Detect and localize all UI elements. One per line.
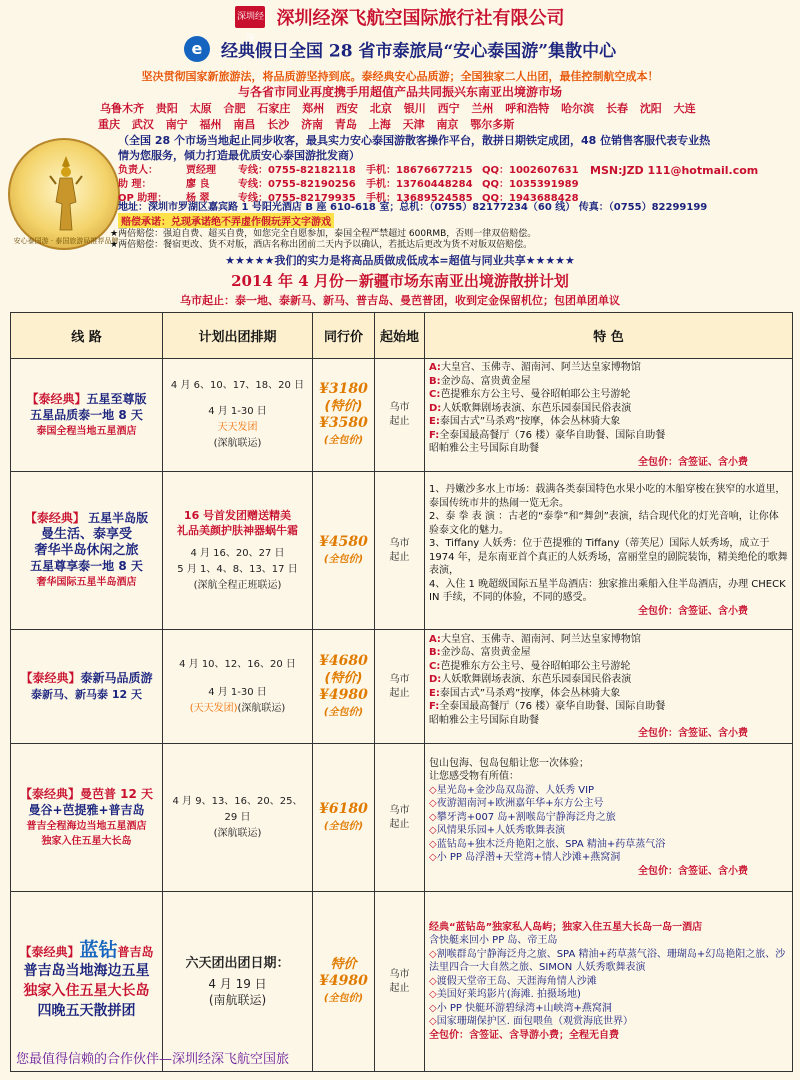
medal-emblem bbox=[8, 138, 120, 250]
feature-marker: ◇ bbox=[429, 1016, 437, 1028]
feature-item bbox=[429, 1015, 788, 1029]
tagline: 经典假日全国 28 省市泰旅局“安心泰国游”集散中心 bbox=[221, 41, 617, 62]
route-edition: 五星半岛版 bbox=[88, 511, 149, 525]
schedule-line: (深航联运) bbox=[237, 702, 286, 714]
col-price: 同行价 bbox=[313, 313, 375, 359]
schedule-line: 4 月 16、20、27 日 bbox=[190, 547, 285, 559]
feature-item bbox=[429, 483, 788, 510]
price-cell bbox=[313, 472, 375, 630]
route-name: 普吉岛当地海边五星 bbox=[23, 962, 150, 979]
city-name: 南宁 bbox=[165, 118, 200, 131]
feature-text: 2、泰 拳 表 演 ：古老的“泰拳”和“舞剑”表演，结合现代化的灯光音响，让你体验泰文化的魅力。 bbox=[429, 511, 779, 536]
contact-qq: QQ：1002607631 bbox=[482, 165, 579, 176]
notice-line: 坚决贯彻国家新旅游法，将品质游坚持到底。泰经典安心品质游；全国独家二人出团，最佳控制航空成本！ bbox=[141, 70, 659, 83]
route-brand: 【泰经典】 bbox=[19, 786, 80, 801]
feature-item bbox=[429, 824, 788, 838]
feature-marker: ◇ bbox=[429, 948, 437, 960]
route-edition: 泰新马品质游 bbox=[80, 670, 153, 685]
tagline-header bbox=[0, 36, 800, 64]
feature-item bbox=[429, 633, 788, 647]
feature-item bbox=[429, 1002, 788, 1016]
departure-cell bbox=[375, 744, 425, 892]
feature-marker: D: bbox=[429, 674, 442, 685]
city-name: 北京 bbox=[369, 102, 404, 115]
col-departure: 起始地 bbox=[375, 313, 425, 359]
feature-marker: C: bbox=[429, 660, 441, 672]
route-brand: 【泰经典】 bbox=[19, 944, 80, 959]
city-name: 重庆 bbox=[98, 118, 132, 131]
tour-plan-table bbox=[10, 312, 793, 1072]
feature-marker: ◇ bbox=[429, 825, 437, 837]
feature-item bbox=[429, 838, 788, 852]
plan-title: 2014 年 4 月份－新疆市场东南亚出境游散拼计划 bbox=[231, 272, 569, 290]
feature-text: 攀牙湾+007 岛+割喉岛宁静海泛舟之旅 bbox=[436, 811, 616, 823]
contact-role: OP 助理： bbox=[118, 193, 168, 204]
price-value: ¥4980 bbox=[319, 686, 368, 703]
price-note: (全包价) bbox=[323, 706, 364, 718]
feature-item bbox=[429, 797, 788, 811]
feature-text: 小 PP 快艇环游碧绿湾+山峡湾+燕窝洞 bbox=[436, 1002, 612, 1014]
feature-marker: ◇ bbox=[429, 784, 437, 796]
plan-subtitle: 乌市起止：泰一地、泰新马、新马、普吉岛、曼芭普团，收到定金保留机位；包团单团单议 bbox=[180, 294, 620, 307]
schedule-line: 4 月 1-30 日 bbox=[208, 686, 267, 698]
departure-line: 乌市 bbox=[389, 402, 410, 413]
city-list-1 bbox=[100, 100, 740, 116]
table-row bbox=[11, 630, 793, 744]
route-edition: 蓝钻 bbox=[79, 938, 118, 961]
price-value: ¥4680 bbox=[319, 652, 368, 669]
feature-text: 美国好莱坞影片(海滩. 拍摄场地) bbox=[436, 989, 581, 1001]
feature-text: 人妖歌舞剧场表演、东芭乐园泰国民俗表演 bbox=[441, 674, 632, 685]
feature-text: 让您感受物有所值： bbox=[429, 771, 519, 783]
feature-item bbox=[429, 948, 788, 975]
city-name: 天津 bbox=[402, 118, 437, 131]
feature-text: 3、Tiffany 人妖秀：位于芭提雅的 Tiffany（蒂芙尼）国际人妖秀场，成立于 1974 年，是东南亚首个真正的人妖秀场，富丽堂皇的剧院装饰，精美绝伦的歌舞表演， bbox=[429, 538, 788, 576]
feature-item bbox=[429, 757, 788, 771]
feature-text: 风情果乐园+人妖秀歌舞表演 bbox=[436, 825, 566, 837]
feature-cell bbox=[425, 359, 793, 472]
price-note: (特价) bbox=[324, 399, 363, 414]
schedule-cell bbox=[163, 744, 313, 892]
contact-qq: QQ：1035391989 bbox=[482, 179, 579, 190]
departure-line: 起止 bbox=[389, 818, 410, 830]
price-value: ¥4980 bbox=[319, 973, 368, 989]
city-name: 上海 bbox=[368, 118, 403, 131]
price-cell bbox=[313, 630, 375, 744]
company-logo: 深圳经深 bbox=[235, 6, 265, 28]
feature-text: 昭帕雅公主号国际自助餐 bbox=[429, 443, 539, 454]
feature-text: 人妖歌舞剧场表演、东芭乐园泰国民俗表演 bbox=[441, 402, 632, 414]
route-name: 四晚五天散拼团 bbox=[37, 1002, 136, 1019]
contact-phone: 专线：0755-82190256 bbox=[238, 179, 356, 190]
warning-banner: 赔偿承诺：兑现承诺绝不弄虚作假玩弄文字游戏 bbox=[118, 213, 334, 228]
table-row bbox=[11, 892, 793, 1072]
feature-text: 包山包海、包岛包船让您一次体验； bbox=[429, 757, 589, 769]
feature-item bbox=[429, 975, 788, 989]
route-hotel: 奢华国际五星半岛酒店 bbox=[36, 577, 137, 588]
description: （全国 28 个市场当地起止同步收客，最具实力安心泰国游散客操作平台，散拼日期铁定成团，48 位销售客服代表专业热情为您服务，倾力打造最优质安心泰国游批发商） bbox=[118, 134, 711, 162]
schedule-line: 5 月 1、4、8、13、17 日 bbox=[177, 563, 298, 575]
contact-phone: 专线：0755-82182118 bbox=[238, 165, 356, 176]
contact-role: 助 理： bbox=[118, 179, 152, 190]
city-list-2 bbox=[98, 116, 738, 132]
city-name: 西宁 bbox=[437, 102, 472, 115]
feature-text: 金沙岛、富贵黄金屋 bbox=[440, 375, 531, 387]
footer-slogan: 您最值得信赖的合作伙伴—深圳经深飞航空国旅 bbox=[16, 1052, 290, 1067]
feature-text: 芭提雅东方公主号、曼谷昭帕耶公主号游轮 bbox=[440, 660, 631, 672]
price-value: ¥3180 bbox=[319, 381, 368, 397]
cooperation-line: 与各省市同业再度携手用超值产品共同振兴东南亚出境游市场 bbox=[237, 85, 562, 99]
feature-item bbox=[429, 429, 788, 443]
feature-text: 4、入住 1 晚超级国际五星半岛酒店：独家推出乘船入住半岛酒店，办理 CHECK IN 手续，不同的体验，不同的感受。 bbox=[429, 578, 786, 603]
feature-item bbox=[429, 402, 788, 416]
departure-cell bbox=[375, 892, 425, 1072]
feature-item bbox=[429, 770, 788, 784]
feature-text: 大皇宫、玉佛寺、湄南河、阿兰达皇家博物馆 bbox=[440, 362, 641, 373]
schedule-cell bbox=[163, 472, 313, 630]
schedule-cell bbox=[163, 359, 313, 472]
city-name: 合肥 bbox=[223, 102, 258, 115]
feature-marker: B: bbox=[429, 375, 441, 387]
promo-line: 礼品美颜护肤神器蜗牛霜 bbox=[177, 523, 298, 537]
inclusive-note: 全包价：含签证、含导游小费；全程无自费 bbox=[429, 1029, 619, 1041]
price-cell bbox=[313, 359, 375, 472]
route-brand: 【泰经典】 bbox=[20, 670, 81, 685]
departure-cell bbox=[375, 472, 425, 630]
route-name: 奢华半岛休闲之旅 bbox=[34, 543, 139, 558]
feature-marker: B: bbox=[429, 647, 441, 658]
city-name: 西安 bbox=[336, 102, 370, 115]
route-cell bbox=[11, 630, 163, 744]
route-brand: 【泰经典】 bbox=[26, 391, 87, 406]
departure-line: 起止 bbox=[389, 416, 410, 427]
slogan: ★★★★★我们的实力是将高品质做成低成本=超值与同业共享★★★★★ bbox=[225, 254, 575, 267]
route-edition: 曼芭普 12 天 bbox=[79, 786, 154, 801]
feature-text: 割喉群岛宁静海泛舟之旅、SPA 精油+药草蒸气浴、珊瑚岛+幻岛艳阳之旅、沙法里四合一大自然之旅、SIMON 人妖秀歌舞表演 bbox=[429, 948, 786, 974]
schedule-line: (深航联运) bbox=[213, 438, 262, 449]
schedule-line: 29 日 bbox=[224, 811, 251, 823]
city-name: 南昌 bbox=[233, 118, 268, 131]
feature-item bbox=[429, 934, 788, 948]
feature-item bbox=[429, 442, 788, 456]
rule-line: ★两倍赔偿：强迫自费、超买自费，如您完全自愿参加，泰国全程严禁超过 600RMB，否则一律双倍赔偿。 bbox=[110, 229, 537, 239]
route-name: 泰新马、新马泰 12 天 bbox=[31, 687, 142, 701]
contact-mobile: 手机：13760448284 bbox=[366, 179, 473, 190]
schedule-line: 4 月 1-30 日 bbox=[208, 406, 267, 417]
feature-text: 大皇宫、玉佛寺、湄南河、阿兰达皇家博物馆 bbox=[440, 633, 641, 645]
feature-text: 渡假天堂帝王岛、天涯海角情人沙滩 bbox=[436, 975, 597, 987]
contact-name: 杨 翠 bbox=[186, 193, 210, 204]
schedule-cell bbox=[163, 630, 313, 744]
price-note: (特价) bbox=[324, 670, 363, 686]
feature-text: 国家珊瑚保护区. 面包喂鱼（观赏海底世界） bbox=[436, 1016, 634, 1028]
feature-text: 昭帕雅公主号国际自助餐 bbox=[429, 714, 539, 726]
feature-marker: E: bbox=[429, 687, 440, 699]
price-value: ¥6180 bbox=[319, 800, 368, 817]
route-cell bbox=[11, 744, 163, 892]
feature-item bbox=[429, 375, 788, 389]
feature-marker: ◇ bbox=[429, 989, 437, 1001]
route-cell bbox=[11, 472, 163, 630]
table-row bbox=[11, 359, 793, 472]
feature-text: 芭提雅东方公主号、曼谷昭帕耶公主号游轮 bbox=[440, 389, 631, 400]
route-hotel: 普吉全程海边当地五星酒店 bbox=[26, 820, 147, 832]
route-name: 五星尊享泰一地 8 天 bbox=[30, 559, 143, 573]
feature-item bbox=[429, 660, 788, 674]
city-name: 济南 bbox=[301, 118, 335, 131]
table-row bbox=[11, 472, 793, 630]
route-brand: 【泰经典】 bbox=[24, 511, 85, 525]
feature-marker: ◇ bbox=[429, 1002, 437, 1014]
feature-item bbox=[429, 687, 788, 701]
price-note: (全包价) bbox=[323, 820, 364, 832]
departure-line: 乌市 bbox=[389, 968, 410, 980]
city-name: 兰州 bbox=[471, 102, 506, 115]
brand-e-logo: e bbox=[184, 36, 210, 62]
route-name: 曼生活、泰享受 bbox=[40, 527, 132, 542]
address-line: 地址：深圳市罗湖区嘉宾路 1 号阳光酒店 B 座 610-618 室；总机：（0755）82177234（60 线） 传真：（0755）82299199 bbox=[118, 202, 708, 213]
route-cell bbox=[11, 892, 163, 1072]
price-note: (全包价) bbox=[323, 993, 364, 1004]
city-name: 贵阳 bbox=[155, 102, 190, 115]
schedule-line: (天天发团) bbox=[189, 702, 238, 714]
departure-line: 乌市 bbox=[389, 804, 410, 816]
feature-text: 夜游湄南河+欧洲嘉年华+东方公主号 bbox=[436, 798, 604, 810]
contact-qq: QQ：1943688428 bbox=[482, 193, 579, 204]
city-name: 银川 bbox=[403, 102, 438, 115]
schedule-line: (南航联运) bbox=[208, 992, 267, 1007]
contact-mobile: 手机：13689524585 bbox=[366, 193, 473, 204]
schedule-line: 4 月 10、12、16、20 日 bbox=[179, 658, 296, 670]
col-features: 特 色 bbox=[425, 313, 793, 359]
city-name: 青岛 bbox=[334, 118, 369, 131]
promo-line: 16 号首发团赠送精美 bbox=[183, 508, 292, 522]
feature-text: 含快艇来回小 PP 岛、帝王岛 bbox=[429, 935, 558, 947]
city-name: 武汉 bbox=[131, 118, 166, 131]
feature-text: 泰国古式”马杀鸡”按摩，体会丛林骑大象 bbox=[439, 416, 621, 427]
feature-marker: F: bbox=[429, 429, 440, 441]
city-name: 长沙 bbox=[267, 118, 302, 131]
contact-role: 负责人： bbox=[118, 165, 158, 176]
schedule-line: 4 月 6、10、17、18、20 日 bbox=[170, 380, 305, 391]
feature-marker: E: bbox=[429, 416, 440, 427]
feature-text: 小 PP 岛浮潜+天堂湾+情人沙滩+燕窝洞 bbox=[436, 852, 621, 864]
feature-text: 全泰国最高餐厅（76 楼）豪华自助餐、国际自助餐 bbox=[439, 701, 666, 712]
schedule-line: 天天发团 bbox=[217, 422, 258, 433]
route-name: 曼谷+芭提雅+普吉岛 bbox=[28, 802, 145, 817]
schedule-line: (深航联运) bbox=[213, 827, 262, 839]
feature-item bbox=[429, 646, 788, 660]
feature-cell bbox=[425, 630, 793, 744]
feature-cell bbox=[425, 472, 793, 630]
feature-item bbox=[429, 784, 788, 798]
feature-text: 金沙岛、富贵黄金屋 bbox=[440, 647, 531, 658]
feature-item bbox=[429, 415, 788, 429]
feature-item bbox=[429, 510, 788, 537]
dancer-figure-icon bbox=[48, 154, 84, 234]
city-name: 石家庄 bbox=[257, 102, 303, 115]
company-header bbox=[0, 4, 800, 44]
city-name: 福州 bbox=[199, 118, 234, 131]
feature-item bbox=[429, 578, 788, 605]
inclusive-note: 全包价：含签证、含小费 bbox=[638, 865, 748, 877]
schedule-line: 4 月 9、13、16、20、25、 bbox=[172, 795, 303, 807]
city-name: 乌鲁木齐 bbox=[100, 102, 156, 115]
departure-line: 乌市 bbox=[389, 537, 410, 549]
feature-marker: D: bbox=[429, 402, 442, 414]
feature-text: 全泰国最高餐厅（76 楼）豪华自助餐、国际自助餐 bbox=[439, 429, 666, 441]
feature-marker: A: bbox=[429, 362, 441, 373]
route-hotel: 泰国全程当地五星酒店 bbox=[36, 425, 137, 437]
col-route: 线 路 bbox=[11, 313, 163, 359]
feature-item bbox=[429, 700, 788, 714]
route-hotel: 独家入住五星大长岛 bbox=[23, 982, 150, 999]
city-name: 郑州 bbox=[302, 102, 337, 115]
feature-cell bbox=[425, 892, 793, 1072]
inclusive-note: 全包价：含签证、含小费 bbox=[638, 605, 748, 617]
route-name: 五星品质泰一地 8 天 bbox=[30, 407, 143, 422]
departure-line: 乌市 bbox=[389, 673, 410, 685]
departure-cell bbox=[375, 630, 425, 744]
city-name: 太原 bbox=[189, 102, 224, 115]
price-note: (全包价) bbox=[323, 435, 364, 446]
feature-marker: ◇ bbox=[429, 798, 437, 810]
feature-marker: F: bbox=[429, 701, 440, 712]
feature-item bbox=[429, 851, 788, 865]
price-value: ¥3580 bbox=[319, 415, 368, 431]
price-cell bbox=[313, 892, 375, 1072]
feature-marker: C: bbox=[429, 389, 441, 400]
feature-item bbox=[429, 714, 788, 728]
feature-text: 蓝钻岛+独木泛舟艳阳之旅、SPA 精油+药草蒸气浴 bbox=[436, 838, 666, 850]
inclusive-note: 全包价：含签证、含小费 bbox=[638, 456, 748, 468]
schedule-line: (深航全程正班联运) bbox=[193, 579, 282, 591]
feature-text: 泰国古式”马杀鸡”按摩，体会丛林骑大象 bbox=[439, 687, 621, 699]
feature-headline: 经典“蓝钻岛”独家私人岛屿；独家入住五星大长岛一岛一酒店 bbox=[429, 921, 703, 933]
route-edition: 普吉岛 bbox=[117, 944, 154, 959]
col-schedule: 计划出团排期 bbox=[163, 313, 313, 359]
medal-caption: 安心泰国游 · 泰国旅游局推荐品牌 bbox=[13, 237, 119, 245]
table-header-row bbox=[11, 313, 793, 359]
compensation-rules bbox=[110, 229, 770, 251]
price-value: ¥4580 bbox=[319, 533, 368, 550]
feature-text: 星光岛+金沙岛双岛游、人妖秀 VIP bbox=[436, 784, 595, 796]
rule-line: ★两倍赔偿：餐宿更改、货不对版，酒店名称出团前二天内予以确认，若抵达后更改为货不对版双倍赔偿。 bbox=[110, 240, 533, 250]
feature-item bbox=[429, 361, 788, 375]
feature-marker: ◇ bbox=[429, 838, 437, 850]
price-cell bbox=[313, 744, 375, 892]
schedule-cell bbox=[163, 892, 313, 1072]
company-name: 深圳经深飞航空国际旅行社有限公司 bbox=[276, 8, 565, 29]
feature-item bbox=[429, 988, 788, 1002]
schedule-line: 4 月 19 日 bbox=[208, 976, 267, 991]
feature-marker: ◇ bbox=[429, 975, 437, 987]
feature-marker: ◇ bbox=[429, 811, 437, 823]
feature-item bbox=[429, 388, 788, 402]
feature-item bbox=[429, 673, 788, 687]
inclusive-note: 全包价：含签证、含小费 bbox=[638, 728, 748, 739]
city-name: 大连 bbox=[673, 102, 696, 115]
msn-contact[interactable]: MSN:JZD 111@hotmail.com bbox=[590, 164, 759, 177]
departure-line: 起止 bbox=[389, 551, 410, 563]
feature-item bbox=[429, 811, 788, 825]
city-name: 鄂尔多斯 bbox=[470, 118, 515, 131]
departure-cell bbox=[375, 359, 425, 472]
contact-mobile: 手机：18676677215 bbox=[366, 165, 473, 176]
route-cell bbox=[11, 359, 163, 472]
price-note: 特价 bbox=[330, 957, 357, 972]
contact-row bbox=[118, 178, 758, 192]
feature-cell bbox=[425, 744, 793, 892]
departure-line: 起止 bbox=[389, 982, 410, 994]
city-name: 沈阳 bbox=[639, 102, 674, 115]
contact-name: 贾经理 bbox=[186, 165, 216, 176]
price-note: (全包价) bbox=[323, 553, 364, 565]
route-edition: 五星至尊版 bbox=[86, 391, 147, 406]
city-name: 呼和浩特 bbox=[505, 102, 562, 115]
contact-phone: 专线：0755-82179935 bbox=[238, 193, 356, 204]
city-name: 哈尔滨 bbox=[561, 102, 606, 115]
city-name: 长春 bbox=[605, 102, 640, 115]
schedule-line: 六天团出团日期： bbox=[185, 955, 290, 971]
feature-item bbox=[429, 537, 788, 578]
feature-marker: ◇ bbox=[429, 852, 437, 864]
table-row bbox=[11, 744, 793, 892]
city-name: 南京 bbox=[436, 118, 471, 131]
route-hotel: 独家入住五星大长岛 bbox=[41, 835, 132, 847]
feature-text: 1、丹嫩沙多水上市场：载满各类泰国特色水果小吃的木船穿梭在狭窄的水道里，泰国传统市井的热闹一览无余。 bbox=[429, 484, 786, 509]
feature-marker: A: bbox=[429, 633, 441, 645]
departure-line: 起止 bbox=[389, 687, 410, 699]
contact-name: 廖 良 bbox=[186, 179, 210, 190]
